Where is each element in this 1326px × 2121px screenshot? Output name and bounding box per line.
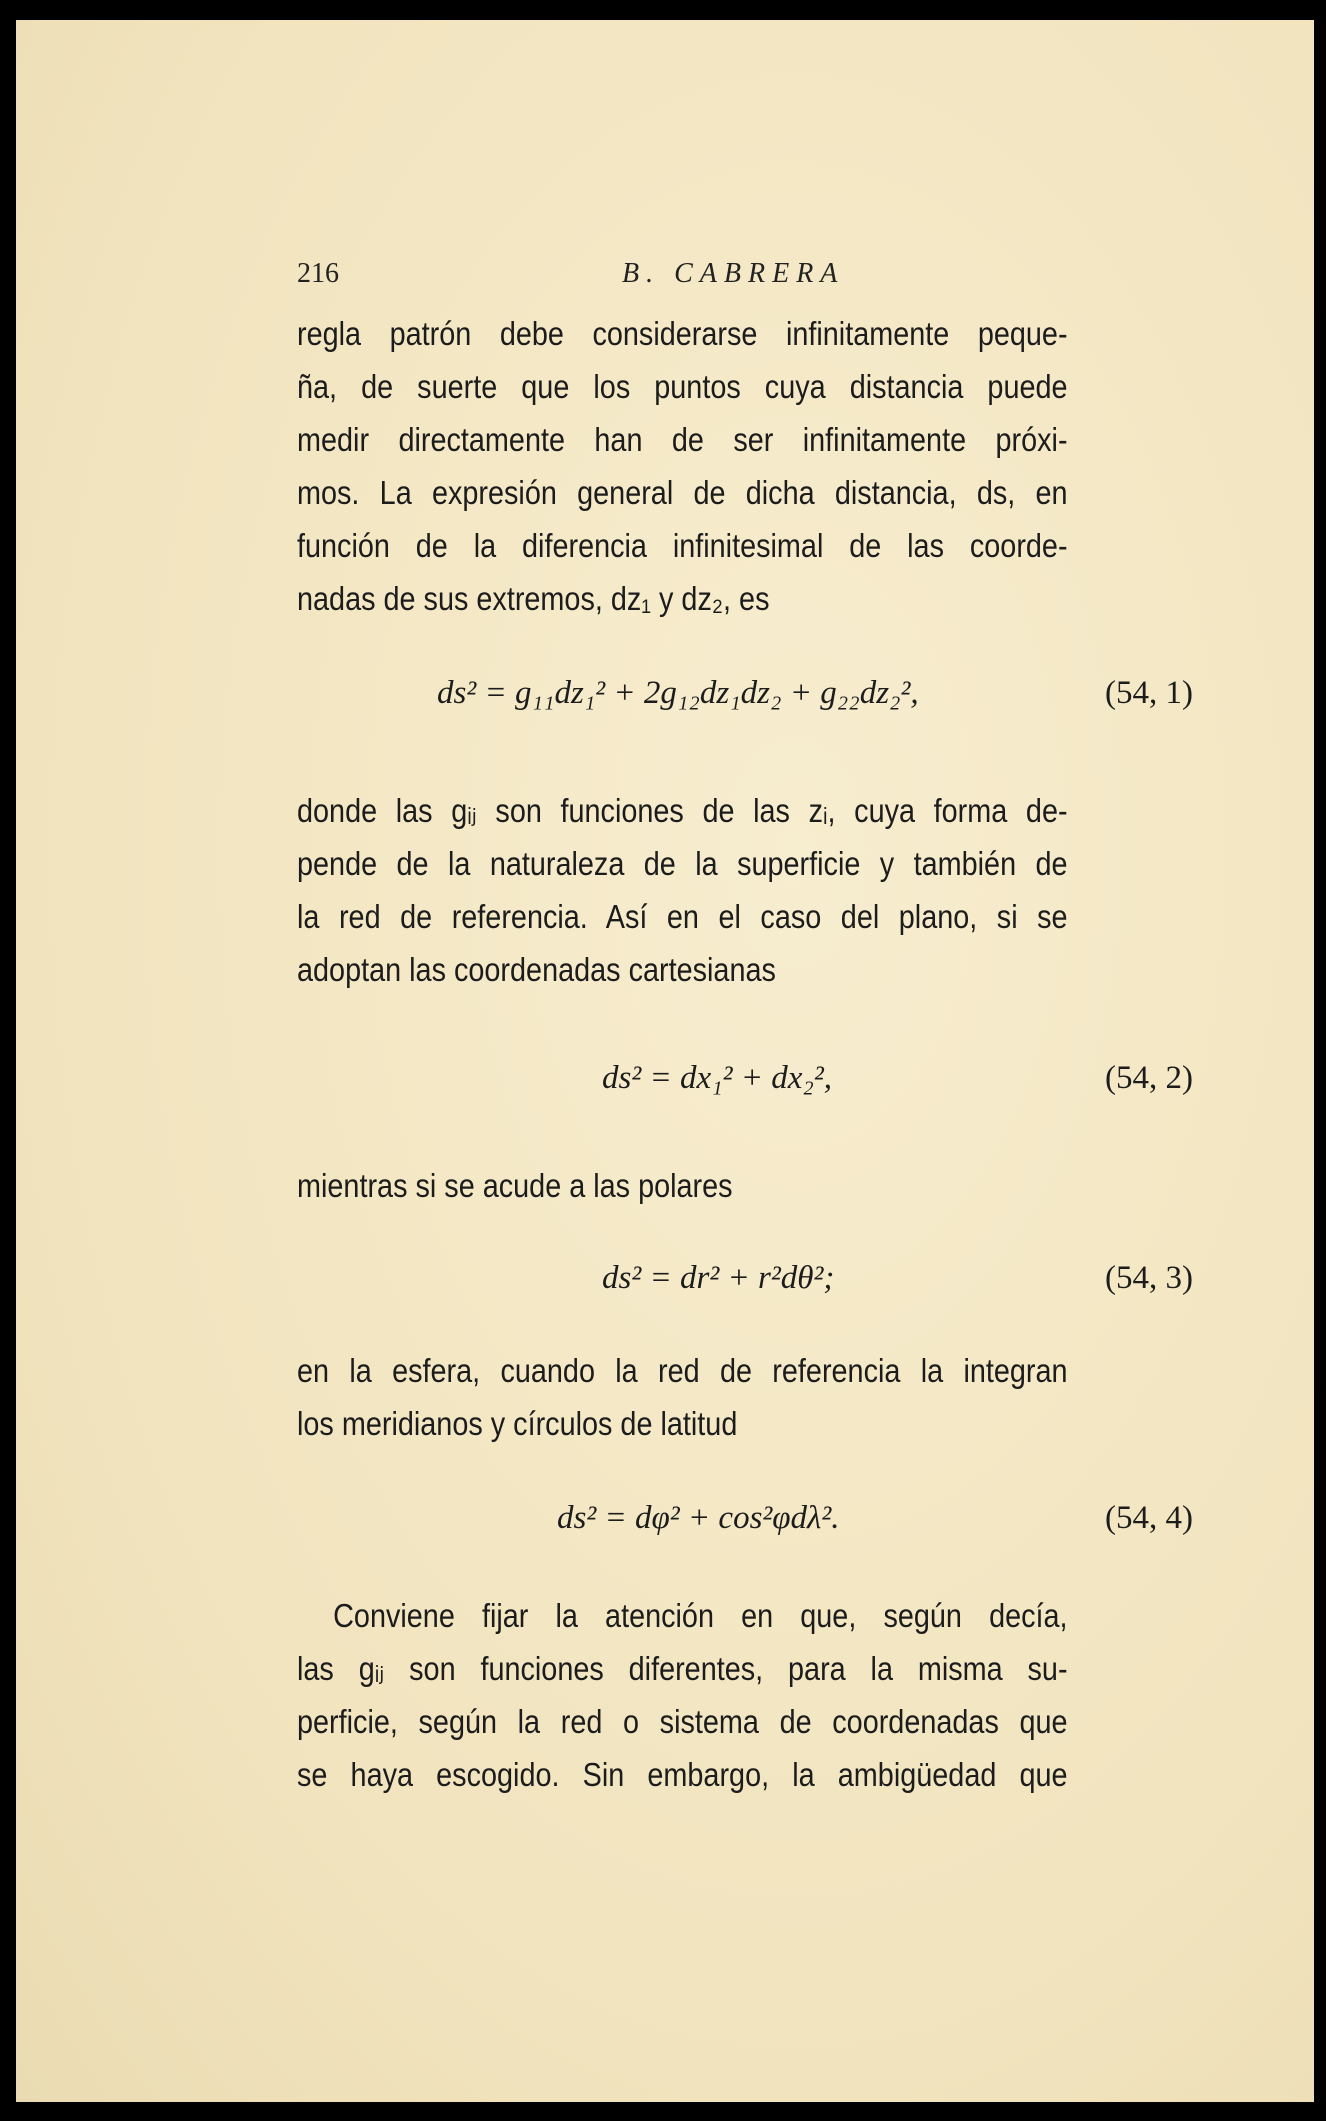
text-line: se haya escogido. Sin embargo, la ambigüedad que	[297, 1757, 1068, 1794]
text-line: donde las gᵢⱼ son funciones de las zᵢ, cuya forma de-	[297, 793, 1068, 830]
text-line: función de la diferencia infinitesimal de las coorde-	[297, 528, 1068, 565]
equation-formula: ds² = dx₁² + dx₂²,	[602, 1060, 833, 1096]
text-line: Conviene fijar la atención en que, según decía,	[333, 1598, 1068, 1635]
equation-54-3	[297, 1260, 1193, 1310]
book-page	[16, 20, 1314, 2102]
equation-label: (54, 3)	[1105, 1260, 1193, 1296]
running-head-author: B. CABRERA	[622, 258, 845, 289]
equation-label: (54, 4)	[1105, 1500, 1193, 1536]
text-line: adoptan las coordenadas cartesianas	[297, 952, 776, 989]
text-line: perficie, según la red o sistema de coordenadas que	[297, 1704, 1068, 1741]
equation-formula: ds² = g₁₁dz₁² + 2g₁₂dz₁dz₂ + g₂₂dz₂²,	[437, 675, 919, 711]
paragraph-2	[297, 785, 1068, 997]
text-line: la red de referencia. Así en el caso del plano, si se	[297, 899, 1068, 936]
text-line: en la esfera, cuando la red de referencia la integran	[297, 1353, 1068, 1390]
page-number: 216	[297, 258, 339, 289]
text-line: medir directamente han de ser infinitamente próxi-	[297, 422, 1068, 459]
equation-54-1	[297, 675, 1193, 725]
running-header	[297, 258, 1187, 298]
equation-label: (54, 1)	[1105, 675, 1193, 711]
text-line: mientras si se acude a las polares	[297, 1168, 733, 1205]
text-line: los meridianos y círculos de latitud	[297, 1406, 738, 1443]
equation-54-2	[297, 1060, 1193, 1110]
text-line: nadas de sus extremos, dz₁ y dz₂, es	[297, 581, 770, 618]
text-line: las gᵢⱼ son funciones diferentes, para la misma su-	[297, 1651, 1068, 1688]
paragraph-4	[297, 1345, 1068, 1451]
text-line: ña, de suerte que los puntos cuya distancia puede	[297, 369, 1068, 406]
equation-formula: ds² = dφ² + cos²φdλ².	[557, 1500, 840, 1536]
paragraph-1	[297, 308, 1068, 626]
equation-54-4	[297, 1500, 1193, 1550]
text-line: pende de la naturaleza de la superficie y también de	[297, 846, 1068, 883]
paragraph-3	[297, 1160, 1068, 1213]
equation-formula: ds² = dr² + r²dθ²;	[602, 1260, 835, 1296]
text-line: regla patrón debe considerarse infinitamente peque-	[297, 316, 1068, 353]
text-line: mos. La expresión general de dicha distancia, ds, en	[297, 475, 1068, 512]
paragraph-5	[297, 1590, 1068, 1802]
equation-label: (54, 2)	[1105, 1060, 1193, 1096]
